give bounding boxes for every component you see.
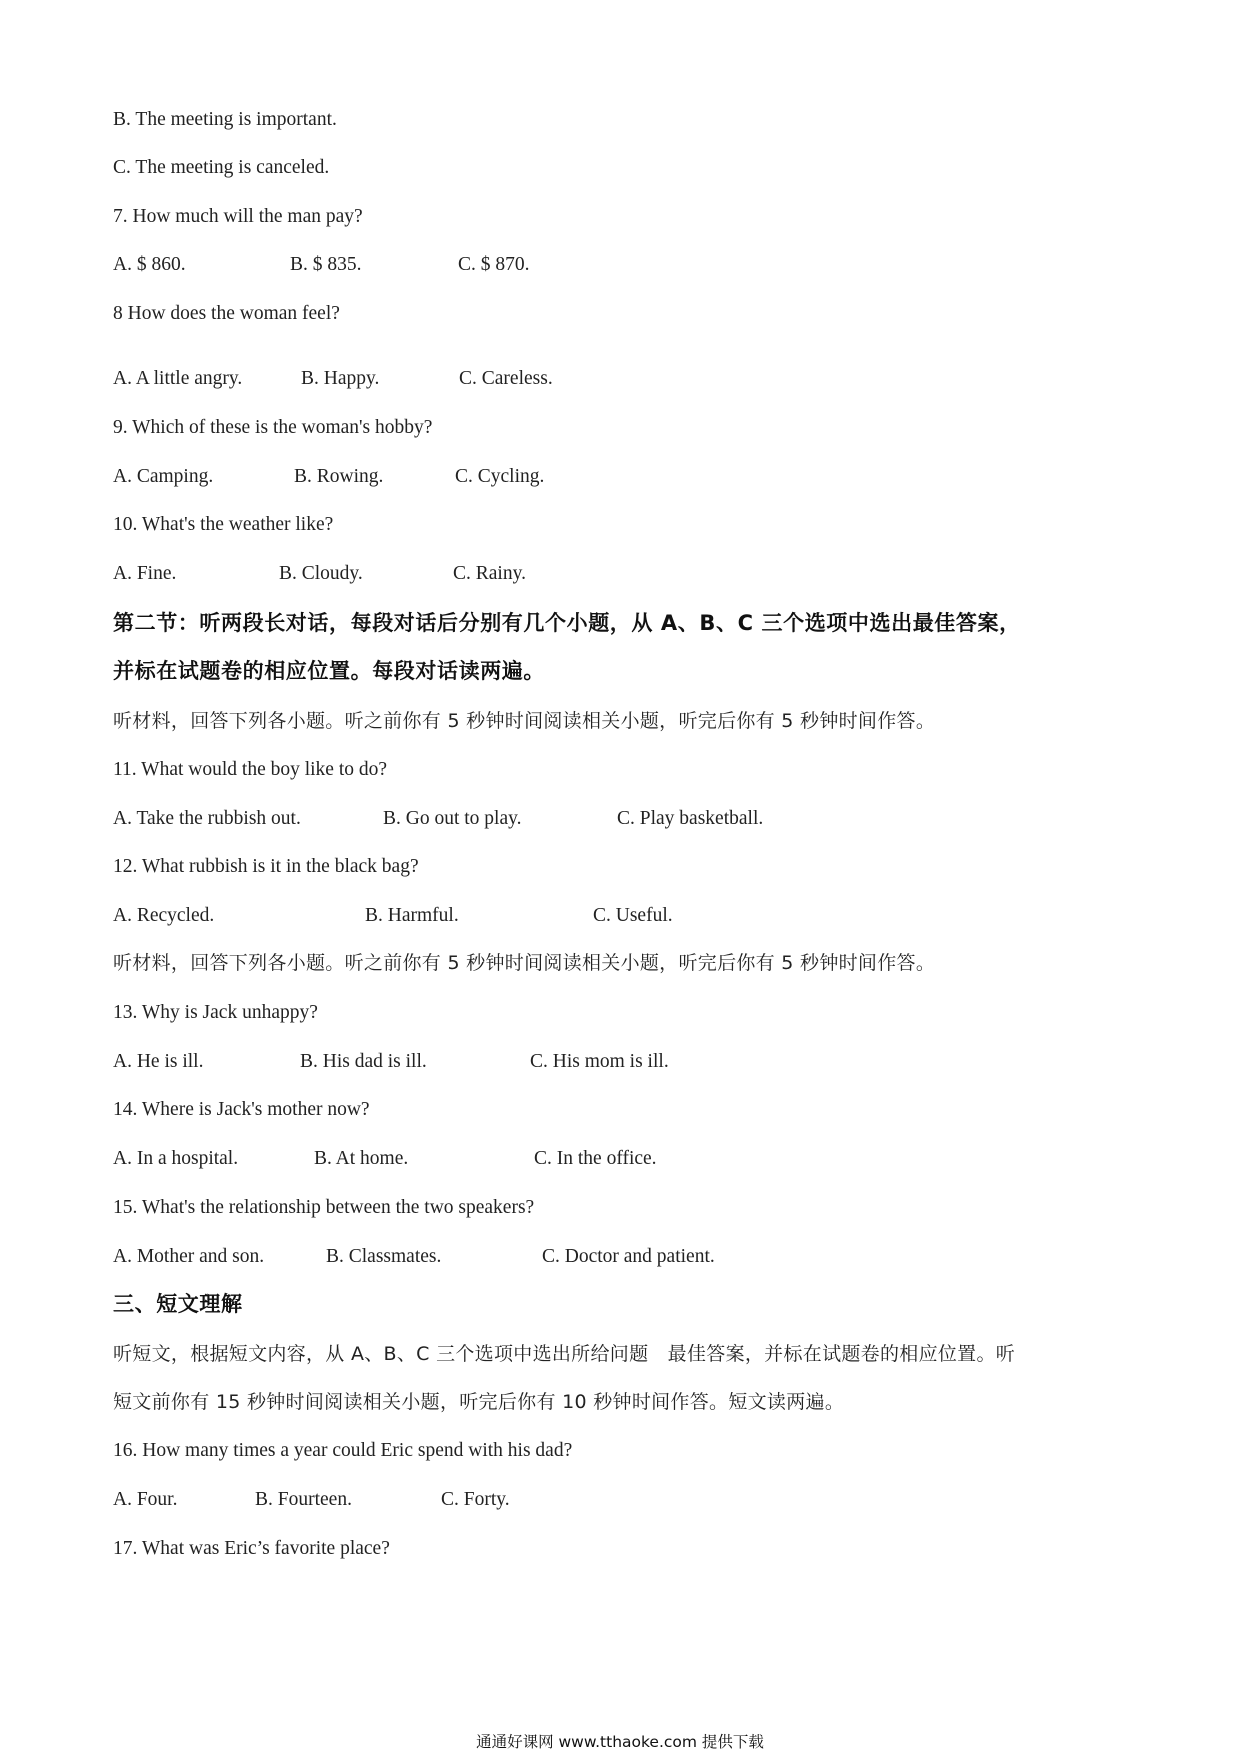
option-12b: B. Harmful.: [365, 905, 459, 926]
option-15c: C. Doctor and patient.: [542, 1246, 715, 1267]
question-7: 7. How much will the man pay?: [113, 206, 363, 227]
section-2-heading-line-2: 并标在试题卷的相应位置。每段对话读两遍。: [113, 659, 545, 683]
instruction-passage-line-2: 短文前你有 15 秒钟时间阅读相关小题，听完后你有 10 秒钟时间作答。短文读两遍。: [113, 1391, 845, 1413]
option-9b: B. Rowing.: [294, 466, 384, 487]
footer-watermark: 通通好课网 www.tthaoke.com 提供下载: [476, 1733, 764, 1751]
option-11b: B. Go out to play.: [383, 808, 522, 829]
option-14a: A. In a hospital.: [113, 1148, 239, 1169]
option-12a: A. Recycled.: [113, 905, 215, 926]
option-16c: C. Forty.: [441, 1489, 510, 1510]
option-12c: C. Useful.: [593, 905, 673, 926]
question-9: 9. Which of these is the woman's hobby?: [113, 417, 433, 438]
option-13b: B. His dad is ill.: [300, 1051, 427, 1072]
question-13: 13. Why is Jack unhappy?: [113, 1002, 318, 1023]
option-13a: A. He is ill.: [113, 1051, 204, 1072]
option-14c: C. In the office.: [534, 1148, 657, 1169]
instruction-passage-line-1: 听短文，根据短文内容，从 A、B、C 三个选项中选出所给问题 最佳答案，并标在试题卷的相应位置。听: [113, 1343, 1016, 1365]
option-16a: A. Four.: [113, 1489, 178, 1510]
option-10c: C. Rainy.: [453, 563, 526, 584]
option-14b: B. At home.: [314, 1148, 409, 1169]
option-16b: B. Fourteen.: [255, 1489, 352, 1510]
question-8: 8 How does the woman feel?: [113, 303, 340, 324]
question-16: 16. How many times a year could Eric spend with his dad?: [113, 1440, 573, 1461]
option-10a: A. Fine.: [113, 563, 177, 584]
section-2-heading-line-1: 第二节：听两段长对话，每段对话后分别有几个小题，从 A、B、C 三个选项中选出最佳答案，: [113, 611, 1021, 635]
option-8b: B. Happy.: [301, 368, 380, 389]
option-7b: B. $ 835.: [290, 254, 362, 275]
question-12: 12. What rubbish is it in the black bag?: [113, 856, 419, 877]
option-9c: C. Cycling.: [455, 466, 545, 487]
option-10b: B. Cloudy.: [279, 563, 363, 584]
instruction-dialogue-2: 听材料，回答下列各小题。听之前你有 5 秒钟时间阅读相关小题，听完后你有 5 秒钟时间作答。: [113, 952, 936, 974]
option-7a: A. $ 860.: [113, 254, 186, 275]
question-17: 17. What was Eric’s favorite place?: [113, 1538, 390, 1559]
option-6b: B. The meeting is important.: [113, 109, 337, 130]
option-15a: A. Mother and son.: [113, 1246, 265, 1267]
section-3-heading: 三、短文理解: [113, 1292, 243, 1316]
option-13c: C. His mom is ill.: [530, 1051, 669, 1072]
option-6c: C. The meeting is canceled.: [113, 157, 330, 178]
instruction-dialogue-1: 听材料，回答下列各小题。听之前你有 5 秒钟时间阅读相关小题，听完后你有 5 秒钟时间作答。: [113, 710, 936, 732]
question-11: 11. What would the boy like to do?: [113, 759, 388, 780]
question-15: 15. What's the relationship between the two speakers?: [113, 1197, 535, 1218]
option-11c: C. Play basketball.: [617, 808, 764, 829]
option-9a: A. Camping.: [113, 466, 214, 487]
option-15b: B. Classmates.: [326, 1246, 442, 1267]
question-10: 10. What's the weather like?: [113, 514, 334, 535]
option-7c: C. $ 870.: [458, 254, 530, 275]
question-14: 14. Where is Jack's mother now?: [113, 1099, 370, 1120]
option-8c: C. Careless.: [459, 368, 553, 389]
option-11a: A. Take the rubbish out.: [113, 808, 301, 829]
option-8a: A. A little angry.: [113, 368, 243, 389]
